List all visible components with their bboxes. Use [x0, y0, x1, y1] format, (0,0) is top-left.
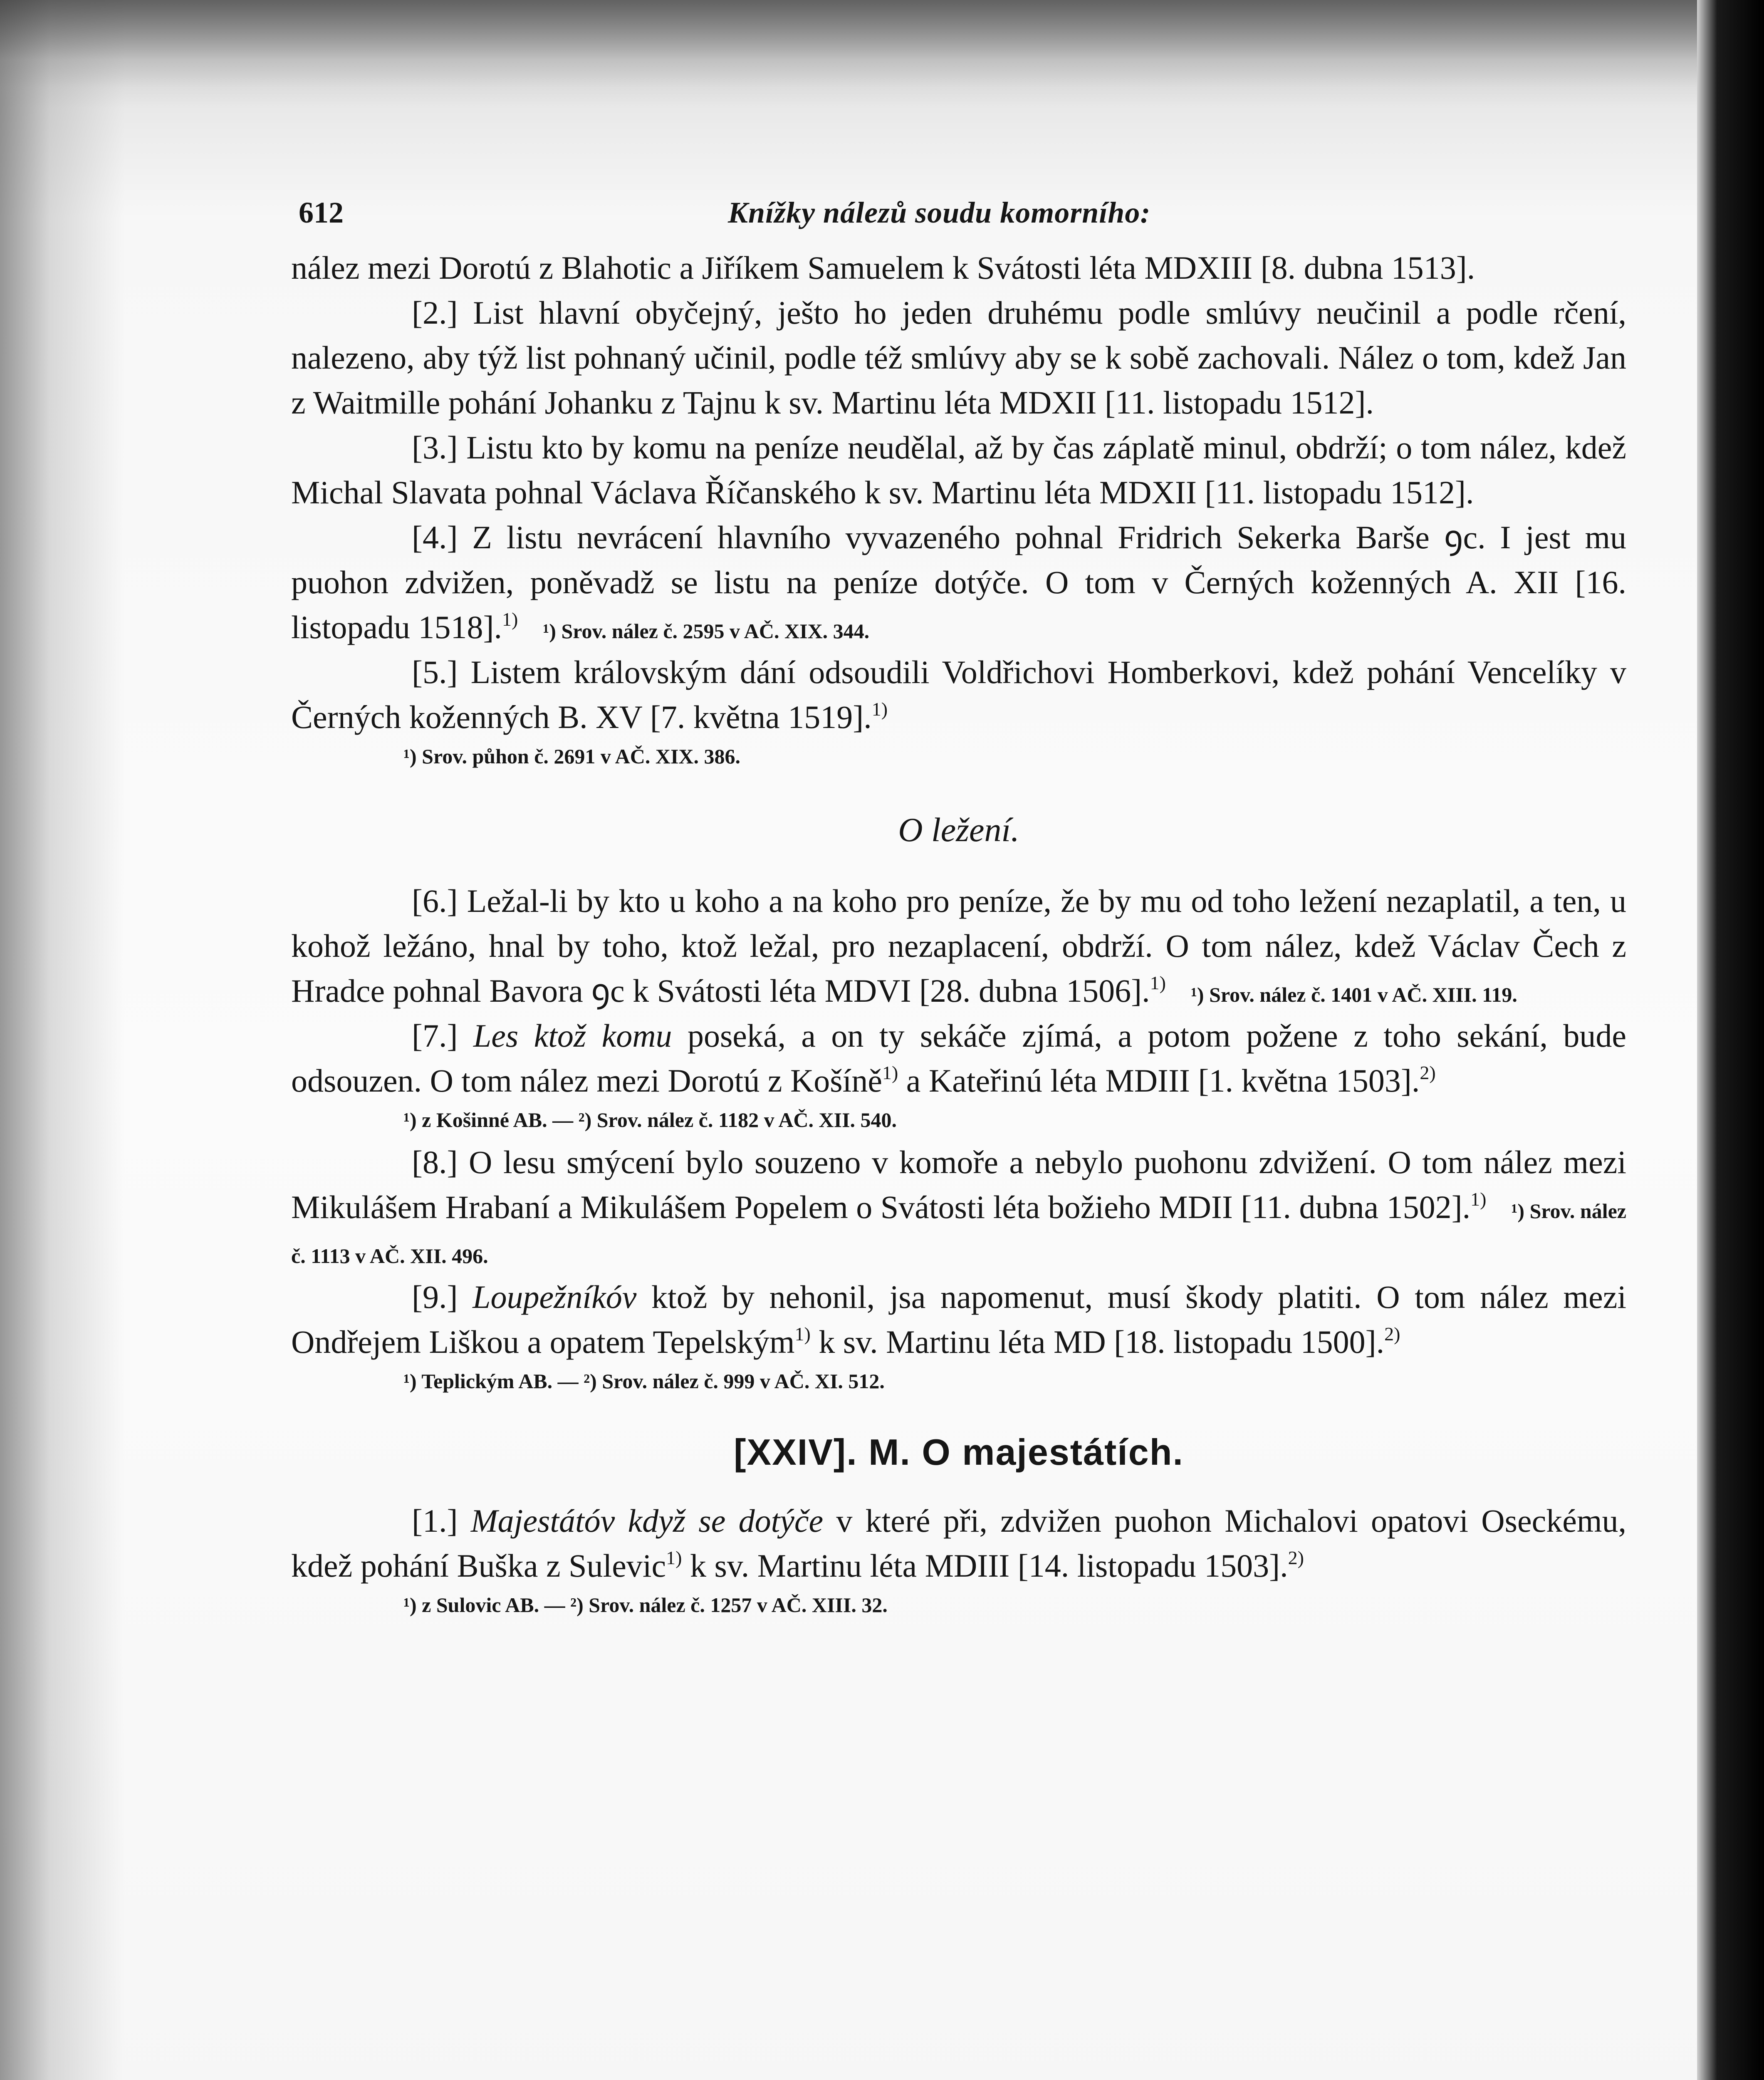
- footnote-ref: 1): [1150, 972, 1166, 993]
- footnote-ref: 1): [871, 698, 888, 720]
- paragraph-6: [291, 879, 1626, 1013]
- footnote-ref: 2): [1384, 1323, 1400, 1345]
- italic-phrase: Majestátóv když se dotýče: [470, 1503, 824, 1539]
- footnote: ¹) Srov. nález č. 1113 v AČ. XII. 496.: [291, 1199, 1626, 1268]
- footnote: ¹) Srov. nález č. 1401 v AČ. XIII. 119.: [1190, 983, 1517, 1006]
- paragraph-number: [6.]: [412, 883, 458, 919]
- paragraph-8: [291, 1140, 1626, 1275]
- section-title: O ležení.: [898, 811, 1019, 849]
- page-number: 612: [299, 196, 344, 229]
- binding-shadow: [0, 0, 125, 2080]
- page-edge-border: [1697, 0, 1764, 2080]
- footnote: ¹) Srov. nález č. 2595 v AČ. XIX. 344.: [543, 619, 870, 643]
- running-title: Knížky nálezů soudu komorního:: [728, 196, 1151, 229]
- footnote-ref: 1): [794, 1323, 811, 1345]
- paragraph-number: [4.]: [412, 519, 458, 555]
- paragraph-number: [7.]: [412, 1018, 458, 1054]
- footnote: ¹) Srov. půhon č. 2691 v AČ. XIX. 386.: [403, 745, 741, 768]
- top-edge-shadow: [0, 0, 1764, 108]
- paragraph-text: k sv. Martinu léta MDIII [14. listopadu 1503].: [690, 1548, 1288, 1584]
- paragraph-text: Listem královským dání odsoudili Voldřichovi Homberkovi, kdež pohání Vencelíky v Černých koženných B. XV [7. května 1519].: [291, 654, 1626, 735]
- paragraph-text: O lesu smýcení bylo souzeno v komoře a nebylo puohonu zdvižení. O tom nález mezi Mikulášem Hrabaní a Mikulášem Popelem o Svátosti léta božieho MDII [11. dubna 1502].: [291, 1144, 1627, 1225]
- italic-phrase: Les ktož komu: [473, 1018, 672, 1054]
- footnote-ref: 1): [666, 1547, 682, 1568]
- paragraph-text: Ležal-li by kto u koho a na koho pro peníze, že by mu od toho ležení nezaplatil, a ten, u kohož ležáno, hnal by toho, ktož ležal, pro nezaplacení, obdrží. O tom nález, kdež Václav Čech z Hradce pohnal Bavora ꝯc k Svátosti léta MDVI [28. dubna 1506].: [291, 883, 1626, 1009]
- paragraph-text: v které při, zdvižen puohon Michalovi opatovi Oseckému, kdež pohání Buška z Sulevic: [291, 1503, 1626, 1584]
- book-page: [291, 196, 1626, 2080]
- paragraph-text: Listu kto by komu na peníze neudělal, až by čas záplatě minul, obdrží; o tom nález, kdež Michal Slavata pohnal Václava Říčanského k sv. Martinu léta MDXII [11. listopadu 1512].: [291, 429, 1626, 510]
- chapter-paragraph-1: [291, 1498, 1626, 1588]
- paragraph-3: [291, 425, 1626, 515]
- footnote: ¹) z Košinné AB. — ²) Srov. nález č. 1182 v AČ. XII. 540.: [403, 1108, 897, 1132]
- paragraph-5: [291, 650, 1626, 740]
- paragraph-text: List hlavní obyčejný, ješto ho jeden druhému podle smlúvy neučinil a podle rčení, nalezeno, aby týž list pohnaný učinil, podle též smlúvy aby se k sobě zachovali. Nález o tom, kdež Jan z Waitmille pohání Johanku z Tajnu k sv. Martinu léta MDXII [11. listopadu 1512].: [291, 295, 1627, 421]
- paragraph-number: [5.]: [412, 654, 458, 690]
- footnote: ¹) z Sulovic AB. — ²) Srov. nález č. 1257 v AČ. XIII. 32.: [403, 1593, 888, 1617]
- paragraph-number: [2.]: [412, 295, 458, 331]
- paragraph-number: [3.]: [412, 429, 458, 466]
- paragraph-text: a Kateřinú léta MDIII [1. května 1503].: [906, 1062, 1420, 1099]
- footnote: ¹) Teplickým AB. — ²) Srov. nález č. 999 v AČ. XI. 512.: [403, 1369, 885, 1393]
- paragraph-text: Z listu nevrácení hlavního vyvazeného pohnal Fridrich Sekerka Barše ꝯc. I jest mu puohon zdvižen, poněvadž se listu na peníze dotýče. O tom v Černých koženných A. XII [16. listopadu 1518].: [291, 519, 1627, 645]
- italic-phrase: Loupežníkóv: [473, 1279, 637, 1315]
- footnote-ref: 2): [1288, 1547, 1304, 1568]
- footnote-ref: 1): [502, 609, 518, 630]
- paragraph-4: [291, 515, 1626, 650]
- paragraph-2: [291, 290, 1626, 425]
- footnote-ref: 1): [882, 1062, 898, 1083]
- paragraph-text: ktož by nehonil, jsa napomenut, musí škody platiti. O tom nález mezi Ondřejem Liškou a opatem Tepelským: [291, 1279, 1627, 1360]
- paragraph-text: k sv. Martinu léta MD [18. listopadu 1500].: [819, 1324, 1385, 1360]
- paragraph-number: [8.]: [412, 1144, 458, 1180]
- paragraph-text: poseká, a on ty sekáče zjímá, a potom požene z toho sekání, bude odsouzen. O tom nález mezi Dorotú z Košíně: [291, 1018, 1627, 1099]
- paragraph-9: [291, 1275, 1626, 1364]
- paragraph-continued: [291, 245, 1626, 290]
- paragraph-text: nález mezi Dorotú z Blahotic a Jiříkem Samuelem k Svátosti léta MDXIII [8. dubna 1513].: [291, 250, 1475, 286]
- paragraph-number: [9.]: [412, 1279, 458, 1315]
- paragraph-number: [1.]: [412, 1503, 458, 1539]
- page-header: [291, 196, 1626, 245]
- paragraph-7: [291, 1013, 1626, 1103]
- chapter-title: [XXIV]. M. O majestátích.: [734, 1431, 1184, 1473]
- footnote-ref: 2): [1420, 1062, 1436, 1083]
- footnote-ref: 1): [1470, 1189, 1487, 1210]
